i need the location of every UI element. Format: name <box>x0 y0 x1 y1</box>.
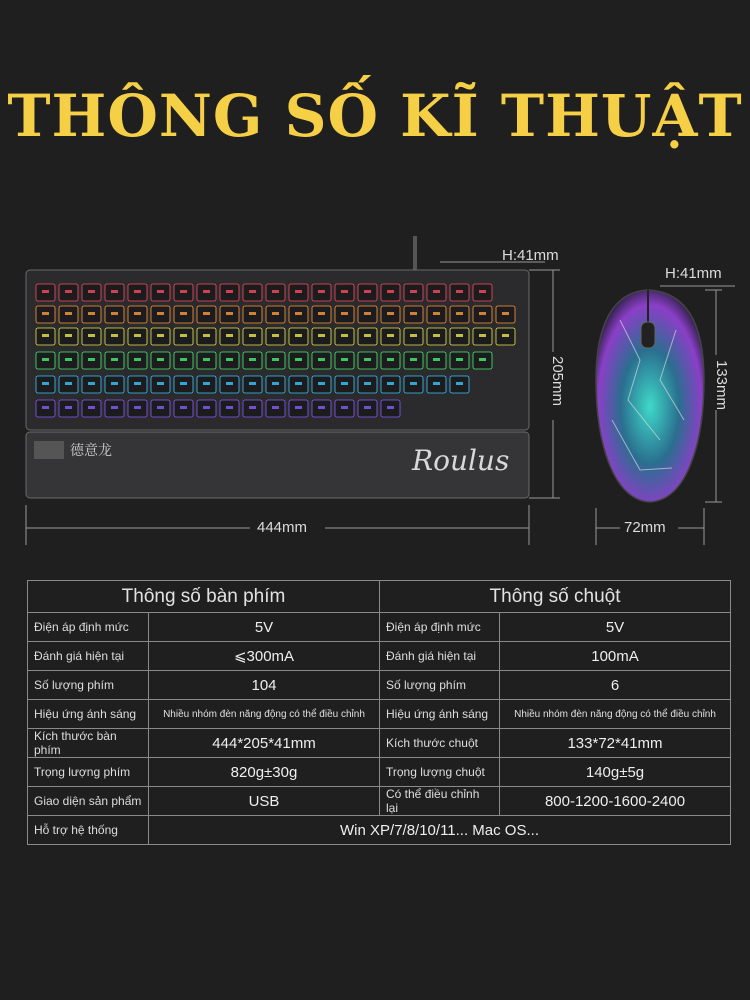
row-label: Trọng lượng phím <box>28 758 149 787</box>
keycap-glow <box>433 382 440 385</box>
row-label: Đánh giá hiện tại <box>28 642 149 671</box>
keyboard-height-label: H:41mm <box>502 247 559 264</box>
keycap-glow <box>410 334 417 337</box>
keycap-glow <box>180 382 187 385</box>
keycap-glow <box>42 312 49 315</box>
brand-logo <box>34 441 64 459</box>
keycap-glow <box>42 334 49 337</box>
keycap-glow <box>249 290 256 293</box>
keycap-glow <box>318 358 325 361</box>
keycap-glow <box>272 312 279 315</box>
row-value: 800-1200-1600-2400 <box>500 787 731 816</box>
row-value: 5V <box>149 613 380 642</box>
keycap-glow <box>272 406 279 409</box>
keycap-glow <box>433 334 440 337</box>
keycap-glow <box>249 358 256 361</box>
mouse-width-label: 72mm <box>624 519 666 536</box>
row-value: ⩽300mA <box>149 642 380 671</box>
keycap-glow <box>157 406 164 409</box>
keycap-glow <box>433 358 440 361</box>
row-label: Số lượng phím <box>28 671 149 700</box>
table-row <box>28 787 731 816</box>
keycap-glow <box>456 290 463 293</box>
keycap-glow <box>65 312 72 315</box>
mouse-spec-header: Thông số chuột <box>380 581 731 613</box>
keycap-glow <box>157 290 164 293</box>
keycap-glow <box>318 382 325 385</box>
keycap-glow <box>410 290 417 293</box>
keycap-glow <box>42 406 49 409</box>
table-row <box>28 671 731 700</box>
keycap-glow <box>318 290 325 293</box>
keycap-glow <box>272 382 279 385</box>
row-label: Kích thước bàn phím <box>28 729 149 758</box>
keycap-glow <box>157 312 164 315</box>
keycap-glow <box>65 290 72 293</box>
keycap-glow <box>387 382 394 385</box>
keycap-glow <box>203 312 210 315</box>
page-title: THÔNG SỐ KĨ THUẬT <box>7 82 743 150</box>
keycap-glow <box>341 334 348 337</box>
keycap-glow <box>410 382 417 385</box>
keycap-glow <box>364 334 371 337</box>
mouse-height-label: H:41mm <box>665 265 722 282</box>
keycap-glow <box>226 312 233 315</box>
keycap-glow <box>111 358 118 361</box>
keycap-glow <box>318 334 325 337</box>
keycap-glow <box>249 334 256 337</box>
keycap-glow <box>318 406 325 409</box>
keycap-glow <box>65 334 72 337</box>
keycap-glow <box>341 406 348 409</box>
table-row <box>28 700 731 729</box>
row-value: USB <box>149 787 380 816</box>
keycap-glow <box>295 358 302 361</box>
mouse-length-label: 133mm <box>713 360 730 411</box>
row-value: 820g±30g <box>149 758 380 787</box>
keycap-glow <box>134 334 141 337</box>
row-label: Giao diện sản phẩm <box>28 787 149 816</box>
keycap-glow <box>295 406 302 409</box>
keycap-glow <box>134 290 141 293</box>
keycap-glow <box>111 334 118 337</box>
row-label: Điện áp định mức <box>380 613 500 642</box>
keycap-glow <box>433 290 440 293</box>
row-value: 133*72*41mm <box>500 729 731 758</box>
keycap-glow <box>226 334 233 337</box>
keycap-glow <box>180 406 187 409</box>
keycap-glow <box>272 358 279 361</box>
keycap-glow <box>180 334 187 337</box>
keycap-glow <box>387 312 394 315</box>
keycap-glow <box>65 358 72 361</box>
keycap-glow <box>180 290 187 293</box>
row-value: 104 <box>149 671 380 700</box>
keycap-glow <box>88 334 95 337</box>
keycap-glow <box>364 312 371 315</box>
keyboard-signature: Roulus <box>412 444 510 477</box>
keycap-glow <box>203 290 210 293</box>
keycap-glow <box>111 406 118 409</box>
keycap-glow <box>410 312 417 315</box>
keycap-glow <box>456 334 463 337</box>
keycap-glow <box>88 290 95 293</box>
keycap-glow <box>364 358 371 361</box>
keycap-glow <box>226 358 233 361</box>
keycap-glow <box>111 290 118 293</box>
keycap-glow <box>456 312 463 315</box>
table-row-os <box>28 816 731 845</box>
keycap-glow <box>180 312 187 315</box>
row-label: Kích thước chuột <box>380 729 500 758</box>
keycap-glow <box>387 290 394 293</box>
row-value: 444*205*41mm <box>149 729 380 758</box>
row-value: Nhiều nhóm đèn năng động có thể điều chỉnh <box>149 700 380 729</box>
spec-table <box>27 580 731 845</box>
keycap-glow <box>295 334 302 337</box>
mouse-wheel <box>641 322 655 348</box>
row-label: Số lượng phím <box>380 671 500 700</box>
keycap-glow <box>249 312 256 315</box>
keycap-glow <box>295 290 302 293</box>
keycap-glow <box>456 358 463 361</box>
row-label: Đánh giá hiện tại <box>380 642 500 671</box>
keyboard-width-label: 444mm <box>257 519 308 536</box>
keyboard-brand: 德意龙 <box>70 443 112 459</box>
keycap-glow <box>65 382 72 385</box>
keycap-glow <box>65 406 72 409</box>
keycap-glow <box>364 382 371 385</box>
keycap-glow <box>226 290 233 293</box>
keycap-glow <box>134 312 141 315</box>
table-row <box>28 758 731 787</box>
keycap-glow <box>157 382 164 385</box>
row-label: Có thể điều chỉnh lại <box>380 787 500 816</box>
row-value: 100mA <box>500 642 731 671</box>
keycap-glow <box>272 290 279 293</box>
keycap-glow <box>134 406 141 409</box>
keycap-glow <box>295 312 302 315</box>
table-row <box>28 613 731 642</box>
keycap-glow <box>387 406 394 409</box>
keycap-glow <box>203 358 210 361</box>
keycap-glow <box>88 406 95 409</box>
keycap-glow <box>364 406 371 409</box>
table-row <box>28 642 731 671</box>
keycap-glow <box>134 358 141 361</box>
keycap-glow <box>433 312 440 315</box>
os-value: Win XP/7/8/10/11... Mac OS... <box>149 816 731 845</box>
keycap-glow <box>226 382 233 385</box>
row-label: Trọng lượng chuột <box>380 758 500 787</box>
keycap-glow <box>249 406 256 409</box>
keycap-glow <box>111 382 118 385</box>
keycap-glow <box>502 334 509 337</box>
keycap-glow <box>387 334 394 337</box>
keycap-glow <box>479 290 486 293</box>
keycap-glow <box>42 382 49 385</box>
keycap-glow <box>157 334 164 337</box>
row-label: Điện áp định mức <box>28 613 149 642</box>
row-value: 6 <box>500 671 731 700</box>
keycap-glow <box>203 382 210 385</box>
keycap-glow <box>410 358 417 361</box>
keycap-glow <box>272 334 279 337</box>
row-label: Hiệu ứng ánh sáng <box>28 700 149 729</box>
keyboard-depth-label: 205mm <box>549 356 566 407</box>
os-label: Hỗ trợ hệ thống <box>28 816 149 845</box>
keycap-glow <box>88 382 95 385</box>
row-value: 5V <box>500 613 731 642</box>
keycap-glow <box>387 358 394 361</box>
keycap-glow <box>42 358 49 361</box>
keycap-glow <box>341 382 348 385</box>
keycap-glow <box>226 406 233 409</box>
row-value: 140g±5g <box>500 758 731 787</box>
keycap-glow <box>502 312 509 315</box>
keycap-glow <box>249 382 256 385</box>
table-row <box>28 729 731 758</box>
table-header-row <box>28 581 731 613</box>
keycap-glow <box>134 382 141 385</box>
keycap-glow <box>180 358 187 361</box>
keycap-glow <box>203 334 210 337</box>
keycap-glow <box>479 334 486 337</box>
keycap-glow <box>88 312 95 315</box>
keycap-glow <box>88 358 95 361</box>
keycap-glow <box>341 290 348 293</box>
keycap-glow <box>42 290 49 293</box>
keycap-glow <box>318 312 325 315</box>
keycap-glow <box>157 358 164 361</box>
keycap-glow <box>479 358 486 361</box>
keycap-glow <box>341 312 348 315</box>
keyboard-spec-header: Thông số bàn phím <box>28 581 380 613</box>
keycap-glow <box>111 312 118 315</box>
keycap-glow <box>456 382 463 385</box>
row-label: Hiệu ứng ánh sáng <box>380 700 500 729</box>
row-value: Nhiều nhóm đèn năng động có thể điều chỉnh <box>500 700 731 729</box>
keycap-glow <box>203 406 210 409</box>
keycap-glow <box>479 312 486 315</box>
keycap-glow <box>295 382 302 385</box>
keycap-glow <box>341 358 348 361</box>
keycap-glow <box>364 290 371 293</box>
